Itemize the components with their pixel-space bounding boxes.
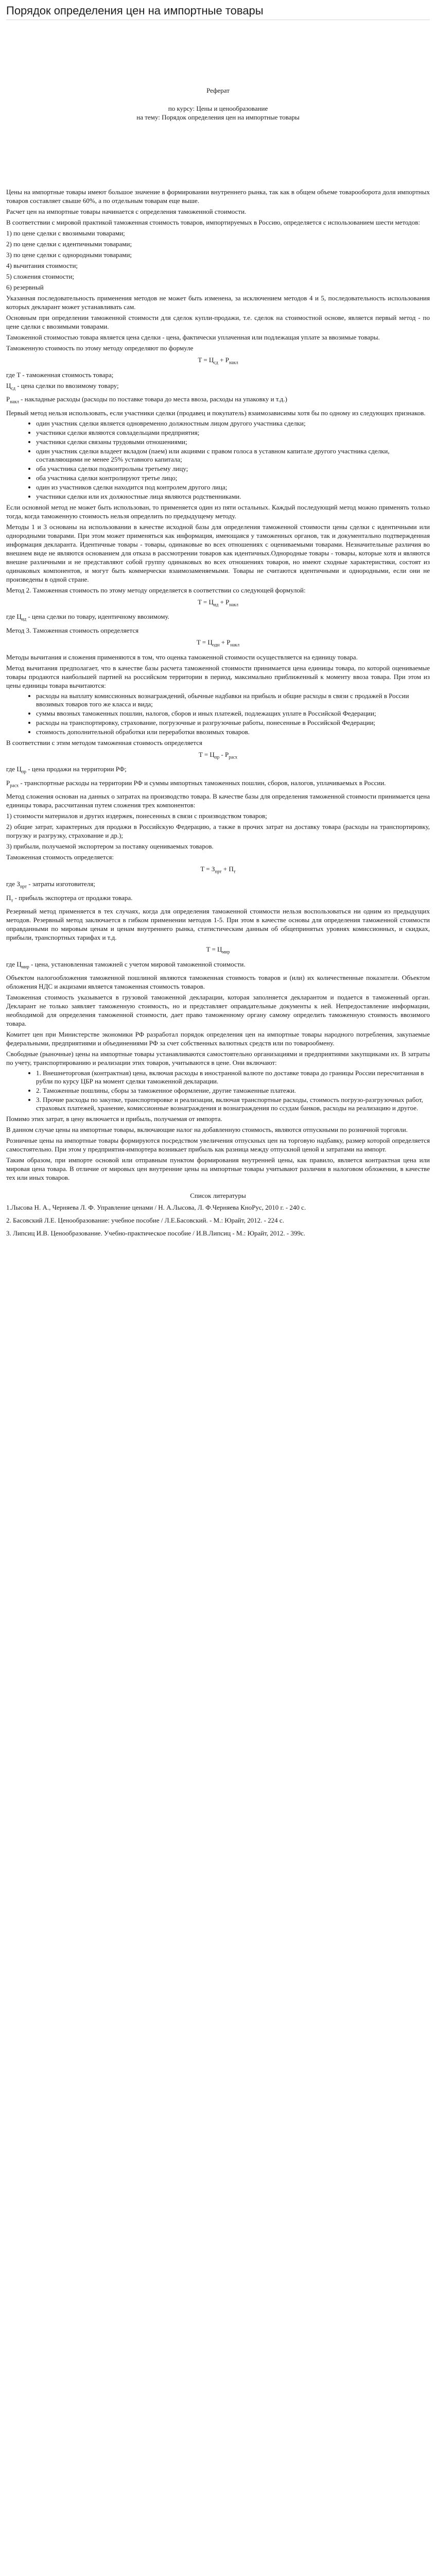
formula: $T = Ц_{одн} + P_{накл}$ — [196, 638, 240, 648]
cover-course: по курсу: Цены и ценообразование — [168, 105, 268, 112]
formula-where: где $Ц_{ид}$ - цена сделки по товару, идентичному ввозимому. — [6, 613, 169, 622]
component-item: 3) прибыли, получаемой экспортером за поставку оцениваемых товаров. — [6, 842, 214, 851]
includes-list — [6, 1069, 430, 1112]
reference-item: 1.Лысова Н. А., Черняева Л. Ф. Управление ценами / Н. А.Лысова, Л. Ф.Черняева КноРус, 2010 г. - 240 с. — [6, 1204, 306, 1212]
list-item: • участники сделки связаны трудовыми отношениями; — [36, 438, 430, 446]
paragraph: Первый метод нельзя использовать, если участники сделки (продавец и покупатель) взаимозависимы хотя бы по одному из следующих признаков. — [6, 409, 426, 417]
list-item: • стоимость дополнительной обработки или переработки ввозимых товаров. — [36, 728, 430, 736]
paragraph: Указанная последовательность применения методов не может быть изменена, за исключением методов 4 и 5, последовательность использования которых декларант может устанавливать сам. — [6, 294, 430, 311]
paragraph: Методы 1 и 3 основаны на использовании в качестве исходной базы для определения таможенной стоимости цены сделки с идентичными или однородными товарами. При этом может применяться как информация, имеющаяся у таможенных органов, так и документально подтвержденная информация декларанта. Идентичные товары - товары, одинаковые во всех отношениях с оцениваемыми товарами. Незначительные различия во внешнем виде не являются основанием для отказа в рассмотрении товаров как идентичных.Однородные товары - товары, которые хотя и являются внешне различными и не представляют собой группу одинаковых во всех отношениях товаров, но имеют сходные характеристики, состоят из одинаковых компонентов, и могут быть коммерчески взаимозаменяемыми. Товары не считаются идентичными и однородными, если они не произведены в одной стране. — [6, 522, 430, 583]
list-item: • расходы на транспортировку, страхование, погрузочные и разгрузочные работы, понесенные в Российской Федерации; — [36, 719, 430, 727]
paragraph: Метод сложения основан на данных о затратах на производство товара. В качестве базы для определения таможенной стоимости принимается цена единицы товара, рассчитанная путем сложения трех компонентов: — [6, 792, 430, 809]
list-item: • оба участника сделки подконтрольны третьему лицу; — [36, 465, 430, 473]
paragraph: Таким образом, при импорте основой или отправным пунктом формирования внутренней цены, как правило, является контрактная цена или мировая цена товара. В отличие от мировых цен внутренние цены на импортные товары учитывают различия в налоговом обложении, в качестве тех или иных товаров. — [6, 1156, 430, 1182]
cover-type: Реферат — [206, 87, 230, 94]
reference-item: 2. Басовский Л.Е. Ценообразование: учебное пособие / Л.Е.Басовский. - М.: Юрайт, 2012. - 224 с. — [6, 1216, 284, 1225]
list-item: • оба участника сделки контролируют третье лицо; — [36, 474, 430, 482]
formula: $T = Ц_{пр} - P_{расх}$ — [198, 750, 238, 760]
list-item: • 1. Внешнеторговая (контрактная) цена, включая расходы в иностранной валюте по доставке товара до границы России пересчитанная в рубли по курсу ЦБР на момент сделки таможенной декларации. — [36, 1069, 430, 1086]
document-page — [0, 4, 436, 1254]
list-item: • участники сделки или их должностные лица являются родственниками. — [36, 493, 430, 501]
cover-gap — [6, 122, 430, 188]
method-item: 2) по цене сделки с идентичными товарами; — [6, 240, 132, 248]
cover-spacer — [6, 20, 430, 86]
formula-where: где $З_{прт}$ - затраты изготовителя; — [6, 879, 95, 889]
paragraph: Методы вычитания и сложения применяются в том, что оценка таможенной стоимости осуществляется на единицу товара. — [6, 653, 358, 661]
list-item: • суммы ввозных таможенных пошлин, налогов, сборов и иных платежей, подлежащих уплате в Российской Федерации; — [36, 709, 430, 718]
method-item: 6) резервный — [6, 283, 44, 291]
method-item: 1) по цене сделки с ввозимыми товарами; — [6, 229, 125, 237]
formula: $T = Ц_{сд} + P_{накл}$ — [198, 356, 238, 365]
component-item: 2) общие затрат, характерных для продажи в Российскую Федерацию, а также в прочих затрат на доставку товара (расходы на транспортировку, погрузку и разгрузку, страхование и др.); — [6, 823, 430, 840]
paragraph: В соответствии с этим методом таможенная стоимость определяется — [6, 738, 203, 747]
list-item: • один участник сделки является одновременно должностным лицом другого участника сделки; — [36, 419, 430, 428]
paragraph: В данном случае цены на импортные товары, включающие налог на добавленную стоимость, являются отпускными по розничной торговли. — [6, 1126, 408, 1134]
paragraph: Таможенную стоимость по этому методу определяют по формуле — [6, 344, 194, 352]
cover-topic: на тему: Порядок определения цен на импортные товары — [136, 113, 300, 121]
list-item: • 2. Таможенные пошлины, сборы за таможенное оформление, другие таможенные платежи. — [36, 1087, 430, 1095]
dependency-list — [6, 419, 430, 501]
paragraph: Резервный метод применяется в тех случаях, когда для определения таможенной стоимости нельзя воспользоваться ни одним из предыдущих методов. Резервный метод заключается в гибком применении методов 1-5. При этом в качестве основы для определения таможенной стоимости оправданными по мировым ценам и ценам внутреннего рынка, статистическим данным об общепринятых уровнях комиссионных, и скидках, прибыли, транспортных тарифах и т.д. — [6, 907, 430, 942]
paragraph: Расчет цен на импортные товары начинается с определения таможенной стоимости. — [6, 208, 247, 215]
formula-where: $П_т$ - прибыль экспортера от продажи товара. — [6, 893, 133, 903]
list-item: • один участник сделки владеет вкладом (паем) или акциями с правом голоса в уставном капитале другого участника сделки, составляющими не менее 25% уставного капитала; — [36, 447, 430, 464]
paragraph: Метод вычитания предполагает, что в качестве базы расчета таможенной стоимости принимается цена единицы товара, по которой оцениваемые товары продаются наибольшей партией на российском территории в период, максимально приближенный к моменту ввоза товара. При этом из цены единицы товара вычитаются: — [6, 664, 430, 689]
paragraph: Метод 2. Таможенная стоимость по этому методу определяется в соответствии со следующей формулой: — [6, 586, 306, 594]
list-item: • один из участников сделки находится под контролем другого лица; — [36, 483, 430, 492]
reference-item: 3. Липсиц И.В. Ценообразование. Учебно-практическое пособие / И.В.Липсиц - М.: Юрайт, 2012. - 399с. — [6, 1229, 305, 1238]
formula: $T = Ц_{ид} + P_{накл}$ — [197, 598, 239, 607]
method-item: 4) вычитания стоимости; — [6, 262, 78, 269]
paragraph: Основным при определении таможенной стоимости для сделок купли-продажи, т.е. сделок на стоимостной основе, является первый метод - по цене сделки с ввозимыми товарами. — [6, 314, 430, 330]
component-item: 1) стоимости материалов и других издержек, понесенных в связи с производством товаров; — [6, 812, 267, 820]
references-heading: Список литературы — [190, 1192, 246, 1200]
formula-where: где $Ц_{пр}$ - цена продажи на территории РФ; — [6, 765, 127, 774]
paragraph: Цены на импортные товары имеют большое значение в формировании внутреннего рынка, так как в общем объеме товарооборота доля импортных товаров составляет свыше 60%, а по отдельным товарам еще выше. — [6, 188, 430, 205]
paragraph: Метод 3. Таможенная стоимость определяется — [6, 626, 139, 634]
formula-where: где $Ц_{мир}$ - цена, установленная таможней с учетом мировой таможенной стоимости. — [6, 960, 246, 970]
deduction-list — [6, 692, 430, 736]
method-item: 5) сложения стоимости; — [6, 273, 75, 280]
formula-where: $Ц_{сд}$ - цена сделки по ввозимому товару; — [6, 381, 119, 391]
list-item: • 3. Прочие расходы по закупке, транспортировке и реализации, включая транспортные расходы, стоимость погрузо-разгрузочных работ, страховых платежей, хранение, комиссионные вознаграждения и вознаграждения по ссудам банков, расходы на реализацию и другое. — [36, 1096, 430, 1112]
formula: $T = З_{прт} + П_т$ — [200, 865, 236, 874]
paragraph: Таможенная стоимость определяется: — [6, 853, 114, 861]
method-item: 3) по цене сделки с однородными товарами; — [6, 251, 132, 259]
paragraph: Таможенной стоимостью товара является цена сделки - цена, фактически уплаченная или подлежащая уплате за ввозимые товары. — [6, 333, 380, 341]
paragraph: Таможенная стоимость указывается в грузовой таможенной декларации, которая заполняется декларантом и подается в таможенный орган. Декларант не только заявляет таможенную стоимость, но и представляет оправдательные документы к ней. Непредоставление информации, необходимой для определения таможенной стоимости, дает право таможенному органу самому определить таможенную стоимость ввозимого товара. — [6, 993, 430, 1028]
formula-where: $P_{накл}$ - накладные расходы (расходы по поставке товара до места ввоза, расходы на упаковку и т.д.) — [6, 395, 287, 404]
paragraph: Розничные цены на импортные товары формируются посредством увеличения отпускных цен на торговую надбавку, размер которой определяется самостоятельно. При этом у предприятия-импортера возникает прибыль как разница между отпускной ценой и затратами на импорт. — [6, 1137, 430, 1154]
paragraph: Комитет цен при Министерстве экономики РФ разработал порядок определения цен на импортные товары народного потребления, закупаемые федеральными, предприятиями и объединениями РФ за счет собственных валютных средств или по товарообмену. — [6, 1030, 430, 1047]
paragraph: В соответствии с мировой практикой таможенная стоимость товаров, импортируемых в Россию, определяется с использованием шести методов: — [6, 218, 421, 226]
list-item: • расходы на выплату комиссионных вознаграждений, обычные надбавки на прибыль и общие расходы в связи с продажей в России ввозимых товаров того же класса и вида; — [36, 692, 430, 708]
formula: $T = Ц_{мир}$ — [206, 945, 230, 955]
paragraph: Свободные (рыночные) цены на импортные товары устанавливаются самостоятельно организациями и предприятиями закупщиками их. В затраты по учету, транспортированию и реализации этих товаров, учитываются в цене. Они включают: — [6, 1050, 430, 1067]
paragraph: Помимо этих затрат, в цену включается и прибыль, получаемая от импорта. — [6, 1115, 222, 1123]
paragraph: Объектом налогообложения таможенной пошлиной являются таможенная стоимость товаров и (или) их количественные показатели. Объектом обложения НДС и акцизами является таможенная стоимость товаров. — [6, 974, 430, 991]
page-title: Порядок определения цен на импортные товары — [6, 4, 430, 20]
list-item: • участники сделки являются совладельцами предприятия; — [36, 429, 430, 437]
formula-where: $P_{расх}$ - транспортные расходы на территории РФ и суммы импортных таможенных пошлин, сборов, налогов, уплачиваемых в России. — [6, 778, 386, 788]
paragraph: Если основной метод не может быть использован, то применяется один из пяти остальных. Каждый последующий метод можно применять только тогда, когда таможенную стоимость нельзя определить по предыдущему методу. — [6, 503, 430, 520]
formula-where: где T - таможенная стоимость товара; — [6, 370, 114, 379]
